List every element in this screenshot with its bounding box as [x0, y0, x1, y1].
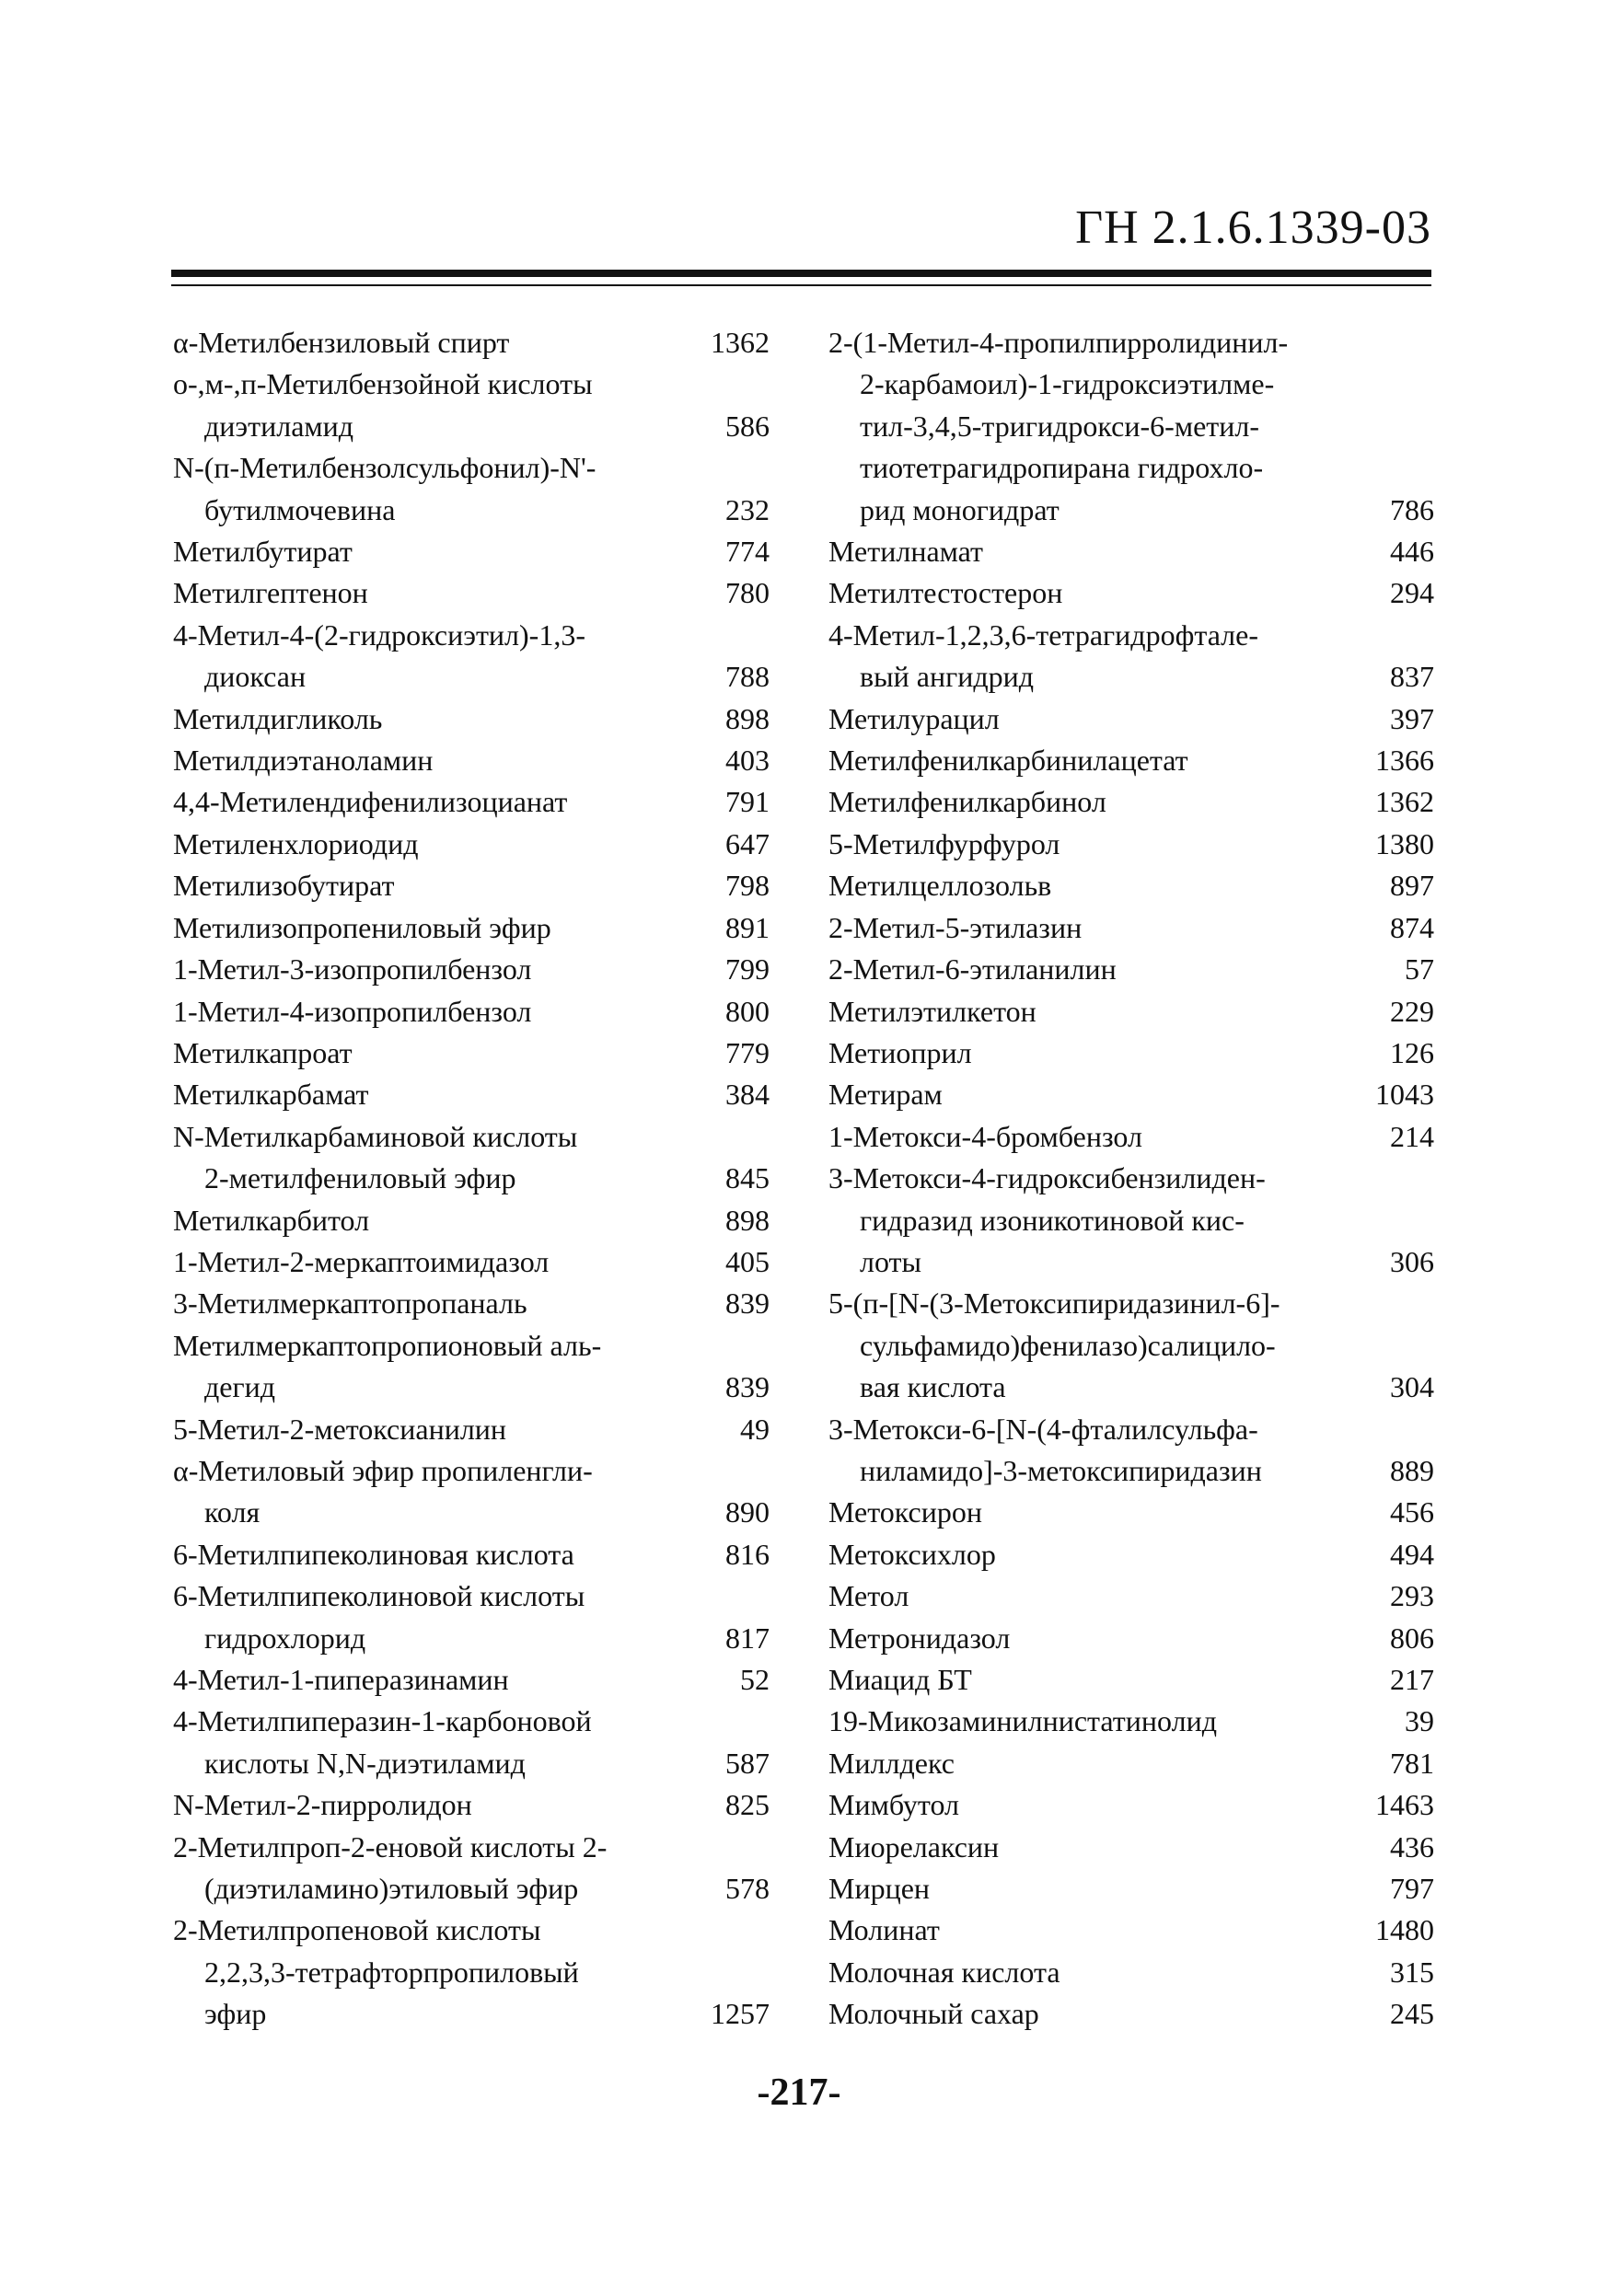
- index-entry: [828, 1993, 1434, 2035]
- entry-term: [173, 781, 668, 823]
- entry-term-line: Метилкарбамат: [173, 1078, 369, 1112]
- entry-page-ref: 817: [725, 1621, 770, 1655]
- entry-page-ref: 791: [725, 785, 770, 819]
- index-entry: [173, 1074, 770, 1115]
- entry-term-line: тиотетрагидропирана гидрохло-: [860, 451, 1264, 485]
- entry-term: [828, 1116, 1342, 1158]
- entry-term-line: 4-Метил-1-пиперазинамин: [173, 1663, 509, 1696]
- entry-term: [828, 1701, 1342, 1742]
- entry-term-line: рид моногидрат: [860, 492, 1060, 526]
- entry-term-line: 2-карбамоил)-1-гидроксиэтилме-: [860, 367, 1275, 401]
- entry-term-line: Миацид БТ: [828, 1663, 972, 1696]
- index-entry: [828, 740, 1434, 781]
- index-entry: [828, 1116, 1434, 1158]
- entry-term-line: 2-Метилпроп-2-еновой кислоты 2-: [173, 1829, 608, 1863]
- entry-term: [828, 1074, 1342, 1115]
- entry-term-line: Метилдиэтаноламин: [173, 744, 434, 778]
- index-entry: [173, 740, 770, 781]
- entry-term-line: ниламидо]-3-метоксипиридазин: [860, 1453, 1262, 1487]
- entry-term-line: 2-Метил-5-этилазин: [828, 910, 1083, 944]
- document-code-header: ГН 2.1.6.1339-03: [1075, 202, 1431, 254]
- entry-term-line: Метронидазол: [828, 1621, 1011, 1655]
- entry-term: [828, 740, 1342, 781]
- entry-term-line: диоксан: [204, 660, 307, 694]
- entry-page-ref: 890: [725, 1495, 770, 1529]
- entry-page-ref: 1362: [1375, 785, 1434, 819]
- entry-page-ref: 306: [1390, 1244, 1434, 1278]
- index-entry: [173, 322, 770, 363]
- index-entry: [828, 781, 1434, 823]
- entry-page-ref: 788: [725, 660, 770, 694]
- entry-term-line: Метилкарбитол: [173, 1203, 370, 1237]
- entry-term-line: Метилэтилкетон: [828, 994, 1036, 1028]
- entry-term: [173, 615, 668, 698]
- entry-term: [173, 1659, 668, 1701]
- index-entry: [828, 1868, 1434, 1909]
- entry-term: [828, 1743, 1342, 1784]
- entry-term-line: Молочная кислота: [828, 1955, 1060, 1989]
- entry-term-line: 5-Метилфурфурол: [828, 826, 1060, 860]
- index-column-left: [173, 322, 770, 2036]
- index-entry: [173, 1116, 770, 1200]
- entry-term-line: коля: [204, 1495, 261, 1529]
- entry-term: [828, 1952, 1342, 1993]
- entry-term: [828, 949, 1342, 990]
- entry-page-ref: 1463: [1375, 1788, 1434, 1822]
- entry-term: [173, 949, 668, 990]
- index-entry: [828, 949, 1434, 990]
- entry-term: [173, 1450, 668, 1534]
- index-entry: [828, 1827, 1434, 1868]
- entry-page-ref: 898: [725, 701, 770, 735]
- entry-page-ref: 403: [725, 744, 770, 778]
- entry-term-line: Метилдигликоль: [173, 701, 383, 735]
- entry-term-line: Метилфенилкарбинол: [828, 785, 1106, 819]
- entry-term: [828, 1618, 1342, 1659]
- index-entry: [828, 1743, 1434, 1784]
- index-entry: [173, 447, 770, 531]
- entry-page-ref: 1257: [711, 1997, 770, 2031]
- index-entry: [828, 1033, 1434, 1074]
- index-entry: [173, 865, 770, 906]
- entry-term: [173, 322, 668, 363]
- index-entry: [173, 824, 770, 865]
- index-entry: [828, 1575, 1434, 1617]
- entry-page-ref: 397: [1390, 701, 1434, 735]
- entry-term: [173, 1701, 668, 1784]
- entry-term-line: Метиленхлориодид: [173, 826, 419, 860]
- entry-term: [173, 824, 668, 865]
- entry-term-line: тил-3,4,5-тригидрокси-6-метил-: [860, 409, 1259, 443]
- entry-page-ref: 786: [1390, 492, 1434, 526]
- entry-page-ref: 774: [725, 535, 770, 569]
- entry-term: [828, 1158, 1342, 1283]
- entry-page-ref: 405: [725, 1244, 770, 1278]
- entry-page-ref: 293: [1390, 1579, 1434, 1613]
- entry-page-ref: 780: [725, 576, 770, 610]
- index-entry: [828, 322, 1434, 531]
- index-entry: [828, 615, 1434, 698]
- entry-term-line: N-Метилкарбаминовой кислоты: [173, 1119, 578, 1153]
- entry-term-line: Метилмеркаптопропионовый аль-: [173, 1328, 602, 1362]
- entry-term: [828, 781, 1342, 823]
- entry-term-line: 3-Метилмеркаптопропаналь: [173, 1286, 527, 1321]
- entry-term: [828, 1033, 1342, 1074]
- entry-term-line: Метилурацил: [828, 701, 1000, 735]
- entry-page-ref: 816: [725, 1537, 770, 1571]
- entry-term-line: Метилфенилкарбинилацетат: [828, 744, 1188, 778]
- index-entry: [828, 1952, 1434, 1993]
- entry-term: [173, 1241, 668, 1283]
- index-entry: [828, 907, 1434, 949]
- entry-term-line: Миорелаксин: [828, 1829, 1000, 1863]
- index-entry: [173, 1409, 770, 1450]
- entry-term-line: α-Метиловый эфир пропиленгли-: [173, 1453, 593, 1487]
- entry-page-ref: 384: [725, 1078, 770, 1112]
- entry-page-ref: 315: [1390, 1955, 1434, 1989]
- entry-term-line: Метилизобутират: [173, 869, 395, 903]
- index-entry: [173, 1200, 770, 1241]
- index-entry: [173, 949, 770, 990]
- index-entry: [828, 1158, 1434, 1283]
- entry-term: [828, 1784, 1342, 1826]
- entry-term-line: N-(п-Метилбензолсульфонил)-N'-: [173, 451, 596, 485]
- entry-term-line: Метилцеллозольв: [828, 869, 1052, 903]
- index-entry: [173, 572, 770, 614]
- index-entry: [173, 1534, 770, 1575]
- entry-term-line: 1-Метил-3-изопропилбензол: [173, 952, 532, 986]
- entry-page-ref: 587: [725, 1746, 770, 1780]
- entry-term-line: Молинат: [828, 1913, 940, 1947]
- entry-term: [173, 865, 668, 906]
- entry-term: [173, 740, 668, 781]
- entry-page-ref: 897: [1390, 869, 1434, 903]
- entry-page-ref: 797: [1390, 1872, 1434, 1906]
- index-entry: [173, 1575, 770, 1659]
- entry-term-line: вая кислота: [860, 1370, 1006, 1404]
- entry-page-ref: 647: [725, 826, 770, 860]
- entry-page-ref: 214: [1390, 1119, 1434, 1153]
- entry-term: [828, 322, 1342, 531]
- index-entry: [173, 1033, 770, 1074]
- entry-term: [173, 1909, 668, 2035]
- index-entry: [828, 572, 1434, 614]
- entry-term-line: Метоксихлор: [828, 1537, 996, 1571]
- entry-term: [173, 1827, 668, 1910]
- entry-term-line: 5-(п-[N-(3-Метоксипиридазинил-6]-: [828, 1286, 1280, 1321]
- entry-term-line: 6-Метилпипеколиновой кислоты: [173, 1579, 585, 1613]
- entry-term-line: Метилбутират: [173, 535, 353, 569]
- entry-page-ref: 799: [725, 952, 770, 986]
- entry-term: [828, 1534, 1342, 1575]
- entry-term: [828, 1575, 1342, 1617]
- entry-term: [828, 907, 1342, 949]
- entry-term: [173, 991, 668, 1033]
- entry-term: [828, 1492, 1342, 1533]
- entry-term-line: 1-Метокси-4-бромбензол: [828, 1119, 1142, 1153]
- index-entry: [173, 698, 770, 740]
- index-entry: [173, 1701, 770, 1784]
- entry-term: [828, 1409, 1342, 1493]
- entry-term: [173, 907, 668, 949]
- entry-term: [173, 531, 668, 572]
- entry-term: [828, 1993, 1342, 2035]
- entry-term-line: Молочный сахар: [828, 1997, 1039, 2031]
- index-entry: [828, 824, 1434, 865]
- entry-term-line: Метирам: [828, 1078, 943, 1112]
- entry-term-line: о-,м-,п-Метилбензойной кислоты: [173, 367, 593, 401]
- entry-page-ref: 800: [725, 994, 770, 1028]
- entry-term: [173, 1575, 668, 1659]
- entry-term: [828, 1659, 1342, 1701]
- entry-page-ref: 781: [1390, 1746, 1434, 1780]
- entry-term-line: 2,2,3,3-тетрафторпропиловый: [204, 1955, 579, 1989]
- entry-page-ref: 456: [1390, 1495, 1434, 1529]
- index-entry: [828, 698, 1434, 740]
- index-entry: [173, 1909, 770, 2035]
- page-number: -217-: [757, 2071, 841, 2114]
- entry-term: [828, 991, 1342, 1033]
- index-entry: [173, 781, 770, 823]
- entry-term: [173, 1325, 668, 1409]
- entry-term-line: гидрохлорид: [204, 1621, 366, 1655]
- entry-page-ref: 245: [1390, 1997, 1434, 2031]
- index-entry: [828, 1701, 1434, 1742]
- index-entry: [828, 1283, 1434, 1408]
- index-entry: [828, 531, 1434, 572]
- entry-page-ref: 39: [1405, 1704, 1434, 1738]
- entry-term: [828, 531, 1342, 572]
- entry-term-line: 3-Метокси-4-гидроксибензилиден-: [828, 1161, 1266, 1195]
- entry-term-line: Метилтестостерон: [828, 576, 1063, 610]
- entry-term: [173, 1116, 668, 1200]
- entry-term: [173, 1409, 668, 1450]
- entry-term-line: 2-метилфениловый эфир: [204, 1161, 516, 1195]
- entry-page-ref: 1362: [711, 326, 770, 359]
- index-entry: [828, 1618, 1434, 1659]
- entry-page-ref: 889: [1390, 1453, 1434, 1487]
- entry-page-ref: 798: [725, 869, 770, 903]
- entry-page-ref: 806: [1390, 1621, 1434, 1655]
- entry-page-ref: 126: [1390, 1035, 1434, 1069]
- index-entry: [828, 1409, 1434, 1493]
- entry-term: [828, 615, 1342, 698]
- entry-page-ref: 874: [1390, 910, 1434, 944]
- entry-page-ref: 845: [725, 1161, 770, 1195]
- entry-page-ref: 586: [725, 409, 770, 443]
- entry-term-line: лоты: [860, 1244, 922, 1278]
- entry-term: [173, 1200, 668, 1241]
- entry-term-line: Мирцен: [828, 1872, 931, 1906]
- index-entry: [828, 1534, 1434, 1575]
- entry-page-ref: 1043: [1375, 1078, 1434, 1112]
- entry-term-line: Метилизопропениловый эфир: [173, 910, 551, 944]
- entry-page-ref: 217: [1390, 1663, 1434, 1696]
- index-entry: [828, 1784, 1434, 1826]
- entry-term-line: Метол: [828, 1579, 909, 1613]
- entry-page-ref: 825: [725, 1788, 770, 1822]
- entry-page-ref: 446: [1390, 535, 1434, 569]
- entry-term-line: 2-Метилпропеновой кислоты: [173, 1913, 541, 1947]
- index-entry: [173, 1283, 770, 1324]
- entry-term-line: Метилгептенон: [173, 576, 368, 610]
- entry-term-line: N-Метил-2-пирролидон: [173, 1788, 472, 1822]
- index-entry: [828, 1909, 1434, 1951]
- index-entry: [173, 1325, 770, 1409]
- entry-term-line: Метоксирон: [828, 1495, 982, 1529]
- entry-term: [828, 1827, 1342, 1868]
- entry-term: [828, 698, 1342, 740]
- entry-term-line: (диэтиламино)этиловый эфир: [204, 1872, 579, 1906]
- entry-term: [173, 1074, 668, 1115]
- entry-term-line: эфир: [204, 1997, 267, 2031]
- entry-term: [828, 572, 1342, 614]
- entry-term-line: 5-Метил-2-метоксианилин: [173, 1412, 507, 1446]
- entry-term-line: Миллдекс: [828, 1746, 955, 1780]
- index-entry: [173, 1241, 770, 1283]
- entry-page-ref: 839: [725, 1286, 770, 1321]
- entry-term-line: 1-Метил-4-изопропилбензол: [173, 994, 532, 1028]
- index-entry: [173, 363, 770, 447]
- entry-term-line: 4,4-Метилендифенилизоцианат: [173, 785, 568, 819]
- entry-term-line: дегид: [204, 1370, 276, 1404]
- index-entry: [828, 1659, 1434, 1701]
- entry-term-line: диэтиламид: [204, 409, 354, 443]
- entry-page-ref: 52: [740, 1663, 770, 1696]
- header-rule-thin: [171, 284, 1431, 286]
- entry-term-line: 2-(1-Метил-4-пропилпирролидинил-: [828, 326, 1289, 359]
- entry-page-ref: 898: [725, 1203, 770, 1237]
- entry-page-ref: 494: [1390, 1537, 1434, 1571]
- entry-term-line: Метиоприл: [828, 1035, 972, 1069]
- entry-page-ref: 304: [1390, 1370, 1434, 1404]
- entry-term-line: Мимбутол: [828, 1788, 959, 1822]
- entry-term-line: бутилмочевина: [204, 492, 396, 526]
- entry-page-ref: 232: [725, 492, 770, 526]
- entry-term: [828, 1868, 1342, 1909]
- entry-page-ref: 294: [1390, 576, 1434, 610]
- entry-term-line: Метилнамат: [828, 535, 984, 569]
- entry-term-line: кислоты N,N-диэтиламид: [204, 1746, 526, 1780]
- entry-term-line: α-Метилбензиловый спирт: [173, 326, 510, 359]
- entry-page-ref: 57: [1405, 952, 1434, 986]
- entry-term-line: 19-Микозаминилнистатинолид: [828, 1704, 1217, 1738]
- entry-term: [828, 865, 1342, 906]
- index-entry: [173, 531, 770, 572]
- entry-page-ref: 1380: [1375, 826, 1434, 860]
- entry-term-line: сульфамидо)фенилазо)салицило-: [860, 1328, 1276, 1362]
- entry-term: [173, 698, 668, 740]
- index-entry: [173, 991, 770, 1033]
- index-entry: [828, 865, 1434, 906]
- header-rule-thick: [171, 270, 1431, 277]
- index-entry: [173, 907, 770, 949]
- index-entry: [828, 991, 1434, 1033]
- entry-term: [173, 1534, 668, 1575]
- entry-page-ref: 436: [1390, 1829, 1434, 1863]
- entry-term-line: 3-Метокси-6-[N-(4-фталилсульфа-: [828, 1412, 1258, 1446]
- entry-page-ref: 229: [1390, 994, 1434, 1028]
- entry-term-line: 1-Метил-2-меркаптоимидазол: [173, 1244, 550, 1278]
- entry-page-ref: 578: [725, 1872, 770, 1906]
- entry-term-line: Метилкапроат: [173, 1035, 353, 1069]
- entry-term: [173, 572, 668, 614]
- entry-page-ref: 779: [725, 1035, 770, 1069]
- index-entry: [828, 1492, 1434, 1533]
- entry-page-ref: 837: [1390, 660, 1434, 694]
- index-entry: [828, 1074, 1434, 1115]
- entry-term: [173, 1784, 668, 1826]
- entry-term: [173, 1283, 668, 1324]
- index-entry: [173, 1784, 770, 1826]
- entry-term: [828, 1909, 1342, 1951]
- entry-page-ref: 839: [725, 1370, 770, 1404]
- entry-term-line: вый ангидрид: [860, 660, 1034, 694]
- entry-term-line: 4-Метил-1,2,3,6-тетрагидрофтале-: [828, 617, 1258, 652]
- entry-term: [173, 1033, 668, 1074]
- entry-term-line: гидразид изоникотиновой кис-: [860, 1203, 1245, 1237]
- entry-page-ref: 1366: [1375, 744, 1434, 778]
- entry-term: [828, 824, 1342, 865]
- entry-term: [173, 447, 668, 531]
- entry-term-line: 4-Метилпиперазин-1-карбоновой: [173, 1704, 592, 1738]
- entry-term: [828, 1283, 1342, 1408]
- entry-term: [173, 363, 668, 447]
- index-entry: [173, 1659, 770, 1701]
- index-entry: [173, 1450, 770, 1534]
- index-entry: [173, 615, 770, 698]
- entry-term-line: 2-Метил-6-этиланилин: [828, 952, 1117, 986]
- entry-page-ref: 49: [740, 1412, 770, 1446]
- entry-page-ref: 1480: [1375, 1913, 1434, 1947]
- entry-term-line: 6-Метилпипеколиновая кислота: [173, 1537, 574, 1571]
- index-column-right: [828, 322, 1434, 2036]
- entry-term-line: 4-Метил-4-(2-гидроксиэтил)-1,3-: [173, 617, 585, 652]
- index-entry: [173, 1827, 770, 1910]
- entry-page-ref: 891: [725, 910, 770, 944]
